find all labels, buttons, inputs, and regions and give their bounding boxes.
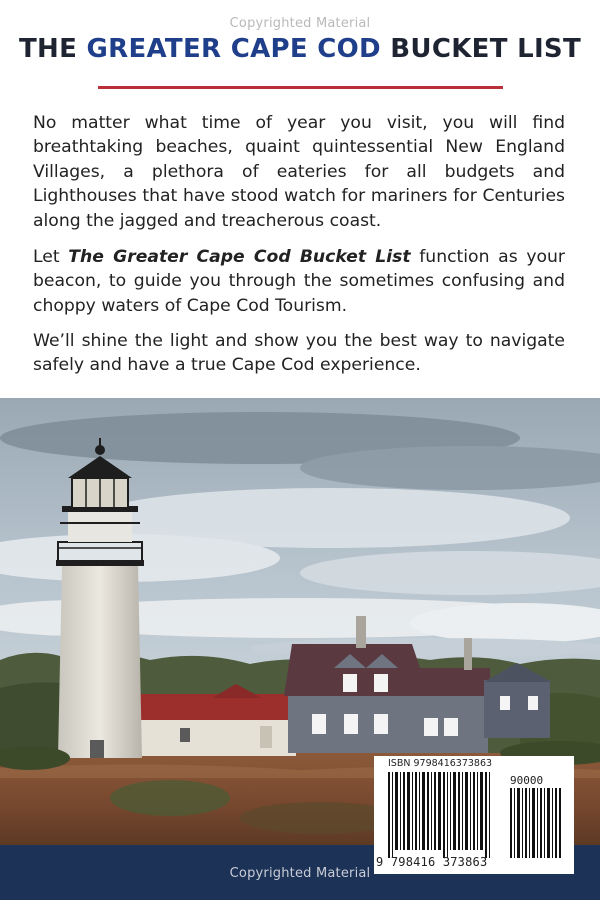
p2-lead: Let	[33, 247, 69, 267]
title-underline-rule	[98, 86, 503, 89]
title-part-bucket-list: BUCKET LIST	[380, 34, 581, 64]
intro-paragraph-3: We’ll shine the light and show you the best way to navigate safely and have a true Cape Cod experience.	[33, 331, 565, 376]
isbn-barcode	[374, 756, 574, 874]
intro-paragraph-2	[33, 245, 565, 318]
copyright-watermark-top: Copyrighted Material	[229, 16, 371, 31]
isbn-label: ISBN 9798416373863	[388, 758, 493, 769]
price-code: 90000	[510, 774, 544, 787]
intro-paragraph-1: No matter what time of year you visit, you will find breathtaking beaches, quaint quintessential New England Villages, a plethora of eateries for all budgets and Lighthouses that have stood watch for mariners for Centuries along the jagged and treacherous coast.	[33, 113, 565, 231]
keepers-cottage	[120, 684, 296, 756]
copyright-watermark-bottom: Copyrighted Material	[229, 866, 371, 881]
p2-book-title: The Greater Cape Cod Bucket List	[68, 247, 411, 267]
title-part-the: THE	[18, 34, 87, 64]
isbn-digits: 9 798416 373863	[376, 855, 488, 869]
title-part-greater-cape-cod: GREATER CAPE COD	[86, 34, 381, 64]
book-title	[0, 34, 600, 64]
p2-tail: function as your beacon, to guide you through the sometimes confusing and choppy waters of Cape Cod Tourism.	[33, 247, 565, 316]
